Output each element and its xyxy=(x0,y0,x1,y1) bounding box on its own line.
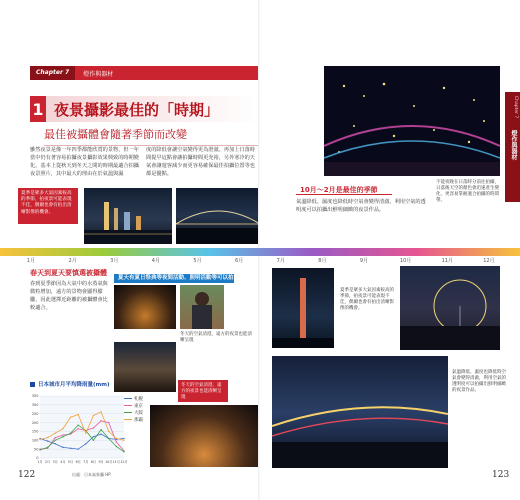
chart-point xyxy=(123,438,124,439)
winter-note: 冬天的空氣清澄，遠方的夜景也能清晰呈現 xyxy=(178,380,228,402)
tower-note: 夏季是眾多大氣因素較高的季節，拍夜景可能表現不佳，偶爾也會有拍出清晰影像的機會。 xyxy=(340,288,394,311)
timeline-month: 3月 xyxy=(110,258,119,264)
timeline-month: 2月 xyxy=(68,258,77,264)
section-subtitle: 最佳被攝體會隨著季節而改變 xyxy=(44,126,260,146)
chapter-label: Chapter 7 xyxy=(30,66,75,80)
section-title: 夜景攝影最佳的「時期」 xyxy=(46,96,260,122)
intro-paragraph-2: 度的降低會讓空氣變得更為澄澈。再加上日落時間提早這點會讓拍攝時間更充裕，另外寒冷的天氣會讓遊客減少而更容易確保最佳拍攝位置等也都是優點。 xyxy=(146,147,255,177)
chart-point xyxy=(77,428,78,429)
harbor-photo xyxy=(84,188,172,244)
chart-point xyxy=(100,420,101,421)
autumn-text: 氣溫降低、濕度也降低時空氣會變得清澈，利用空氣的透明度可以拍攝出鮮明細緻的夜景作品。 xyxy=(296,199,426,213)
chart-point xyxy=(70,417,71,418)
chapter-title: 燈作與器材 xyxy=(83,70,114,78)
timeline-month: 7月 xyxy=(276,258,285,264)
legend-swatch xyxy=(124,412,132,414)
chart-point xyxy=(47,440,48,441)
chart-legend-item xyxy=(124,416,143,423)
chart-y-tick: 100 xyxy=(31,438,39,443)
chart-x-tick: 12月 xyxy=(120,460,128,464)
legend-label: 那霸 xyxy=(134,417,143,423)
chart-x-tick: 6月 xyxy=(75,460,81,464)
chart-point xyxy=(77,448,78,449)
chart-point xyxy=(85,443,86,444)
legend-swatch xyxy=(124,419,132,421)
chart-legend-item xyxy=(124,395,143,402)
highway-photo-art xyxy=(272,356,448,468)
chart-title-marker xyxy=(30,382,35,387)
chart-point xyxy=(47,437,48,438)
harbor-photo-art xyxy=(84,188,172,244)
page-number-right: 123 xyxy=(492,470,510,480)
section-title-row xyxy=(30,96,260,122)
photographer-photo-art xyxy=(180,285,224,329)
chart-point xyxy=(39,439,40,440)
page-number-left: 122 xyxy=(18,470,36,480)
legend-swatch xyxy=(124,398,132,400)
chart-point xyxy=(123,440,124,441)
chart-point xyxy=(108,431,109,432)
chart-legend-item xyxy=(124,409,143,416)
illumination-photo xyxy=(324,66,500,176)
chart-point xyxy=(116,441,117,442)
chart-y-tick: 250 xyxy=(31,411,39,416)
legend-label: 大阪 xyxy=(134,410,143,416)
chart-point xyxy=(55,443,56,444)
chapter-tab-title: 燈作與器材 xyxy=(510,130,517,160)
chart-point xyxy=(85,433,86,434)
chart-x-tick: 5月 xyxy=(67,460,74,464)
timeline-month: 12月 xyxy=(483,258,495,264)
timeline-month: 4月 xyxy=(151,258,160,264)
highway-photo xyxy=(272,356,448,468)
timeline-month: 6月 xyxy=(235,258,244,264)
summer-note: 夏季是眾多大氣因素較高的季節，拍夜景可能表現不佳，偶爾也會有拍出清晰影像的機會。 xyxy=(18,188,78,224)
highway-note: 氣溫降低、濕度也降低時空氣會變得清澈，利用空氣的透明度可以拍攝出鮮明細緻的夜景作品。 xyxy=(452,370,506,393)
chart-title-text: 日本城市月平均降雨量(mm) xyxy=(38,382,110,388)
chart-point xyxy=(108,422,109,423)
ferris-photo xyxy=(400,266,500,350)
illumination-photo-art xyxy=(324,66,500,176)
chart-point xyxy=(55,437,56,438)
timeline-month: 10月 xyxy=(399,258,412,264)
chart-point xyxy=(55,440,56,441)
timeline-month: 5月 xyxy=(193,258,202,264)
timeline-month: 9月 xyxy=(359,258,369,264)
photographer-note: 冬天的空氣清澄，遠方的夜景也能清晰呈現 xyxy=(180,332,252,343)
chart-point xyxy=(100,411,101,412)
timeline-month: 1月 xyxy=(26,258,36,264)
summer-caption: 夏天有夏日祭典等夜間活動、照明活動等可以拍 xyxy=(114,274,234,283)
chart-point xyxy=(93,427,94,428)
chart-point xyxy=(116,446,117,447)
legend-swatch xyxy=(124,405,132,407)
chart-point xyxy=(55,433,56,434)
chart-point xyxy=(93,440,94,441)
legend-label: 東京 xyxy=(134,403,143,409)
chart-point xyxy=(47,447,48,448)
chart-x-tick: 10月 xyxy=(105,460,113,464)
chart-point xyxy=(100,433,101,434)
chart-legend-item xyxy=(124,402,143,409)
chart-title xyxy=(30,380,110,388)
section-number: 1 xyxy=(30,96,46,122)
chart-point xyxy=(62,436,63,437)
chart-point xyxy=(93,415,94,416)
chart-y-tick: 300 xyxy=(31,403,39,408)
chart-point xyxy=(100,429,101,430)
chart-x-tick: 4月 xyxy=(60,460,66,464)
ferris-photo-art xyxy=(400,266,500,350)
chart-point xyxy=(62,434,63,435)
chart-y-tick: 200 xyxy=(31,420,39,425)
tower-photo xyxy=(272,268,334,348)
chart-x-tick: 11月 xyxy=(112,460,120,464)
chart-x-tick: 9月 xyxy=(98,460,104,464)
bridge-photo xyxy=(176,188,260,244)
chart-point xyxy=(116,438,117,439)
chapter-tab-label: Chapter 7 xyxy=(513,96,518,119)
season-timeline xyxy=(0,248,520,256)
chart-point xyxy=(108,438,109,439)
timeline-month: 8月 xyxy=(318,258,327,264)
spring-heading: 春天到夏天要慎選被攝體 xyxy=(30,269,107,277)
chart-source: 出處：日本氣象廳 HP xyxy=(72,472,111,477)
chart-point xyxy=(39,449,40,450)
chart-x-tick: 3月 xyxy=(52,460,58,464)
chart-point xyxy=(77,414,78,415)
chart-y-tick: 0 xyxy=(36,456,39,461)
chart-point xyxy=(93,436,94,437)
timeline-months xyxy=(16,257,504,264)
chart-y-tick: 350 xyxy=(31,394,39,399)
chart-point xyxy=(77,425,78,426)
intro-paragraph-1: 雖然夜景是像一年四季都能欣賞的景物，但一年當中仍有著容易拍攝夜景攝影效果興致的時期變化。基本上從秋天到冬天之間的時期最適合拍攝夜景照片，其中最大的理由在於氣溫與濕 xyxy=(30,147,139,177)
chart-y-tick: 50 xyxy=(34,447,39,452)
chart-legend xyxy=(124,395,143,423)
chapter-bar xyxy=(30,66,260,80)
chart-point xyxy=(62,428,63,429)
chart-point xyxy=(70,448,71,449)
chart-point xyxy=(123,451,124,452)
spring-text: 春到夏季節因為大氣中的水蒸氣與微粒增加，遠方的景物會顯得朦朧，因此選擇近距離的被攝體會比較適合。 xyxy=(30,281,108,311)
night-view-photo xyxy=(114,342,176,392)
panorama-photo xyxy=(150,405,258,467)
city-photo xyxy=(114,285,176,329)
timeline-month: 11月 xyxy=(441,258,453,264)
chart-x-tick: 8月 xyxy=(90,460,97,464)
chart-x-tick: 2月 xyxy=(45,460,51,464)
chart-x-tick: 7月 xyxy=(83,460,89,464)
right-caption: 不能夜晚在日落時分前往拍攝，日落後天空的顏色會迅速產生變化，更容易掌握適合拍攝的時間帶。 xyxy=(436,180,499,203)
tower-photo-art xyxy=(272,268,334,348)
chart-point xyxy=(70,433,71,434)
chart-point xyxy=(62,447,63,448)
chart-y-tick: 150 xyxy=(31,429,39,434)
chart-x-tick: 1月 xyxy=(37,460,43,464)
legend-label: 札幌 xyxy=(134,396,143,402)
bridge-photo-art xyxy=(176,188,260,244)
autumn-heading: 10月～2月是最佳的季節 xyxy=(296,186,392,195)
photographer-photo xyxy=(180,285,224,329)
chart-plot-area xyxy=(40,396,124,458)
